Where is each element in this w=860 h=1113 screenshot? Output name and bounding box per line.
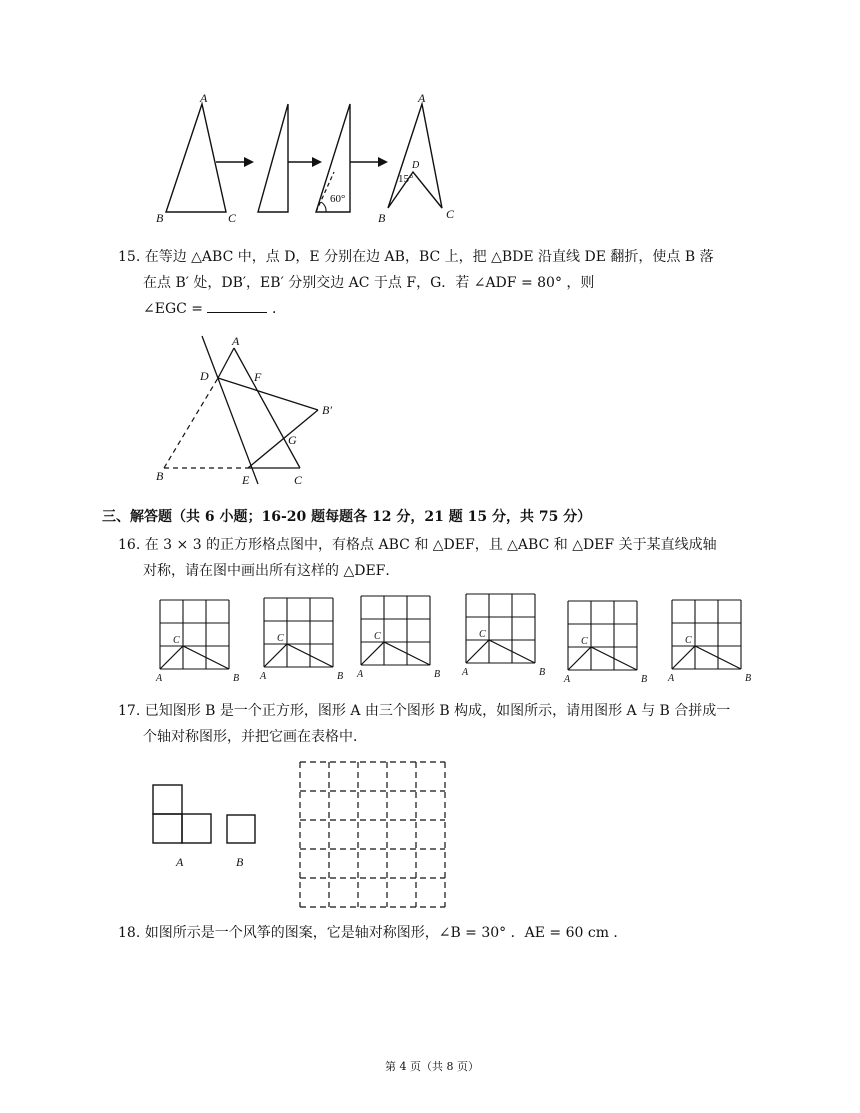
q16-line1: 16. 在 3 × 3 的正方形格点图中，有格点 ABC 和 △DEF，且 △ABC 和 △DEF 关于某直线成轴 — [118, 537, 717, 553]
q17-line1: 17. 已知图形 B 是一个正方形，图形 A 由三个图形 B 构成，如图所示，请用图形 A 与 B 合拼成一 — [118, 703, 731, 719]
grid-label-c: C — [173, 635, 180, 646]
q15-line3-suffix: ． — [271, 301, 286, 317]
fold-triangle-2 — [258, 104, 288, 212]
shape-a — [153, 785, 211, 843]
q16-grid-4[interactable] — [464, 592, 550, 678]
section-3-title: 三、解答题（共 6 小题；16-20 题每题各 12 分，21 题 15 分，共 75 分） — [102, 509, 592, 525]
label-c1: C — [228, 211, 237, 225]
grid-label-b: B — [337, 671, 344, 682]
q17-dashed-table[interactable] — [298, 760, 448, 910]
label-b1: B — [156, 211, 164, 225]
grid-label-b: B — [434, 669, 441, 680]
label-shape-b: B — [236, 855, 244, 869]
label-15-g: G — [288, 433, 297, 447]
q17-line2: 个轴对称图形，并把它画在表格中． — [143, 729, 367, 745]
q16-line2: 对称，请在图中画出所有这样的 △DEF． — [143, 563, 400, 579]
grid-label-a: A — [357, 669, 364, 680]
fold-figure — [150, 90, 470, 230]
grid-label-c: C — [685, 635, 692, 646]
fold-triangle-1 — [166, 104, 226, 212]
grid-label-b: B — [233, 673, 240, 684]
q17-shapes — [150, 780, 270, 880]
q16-grid-1[interactable] — [158, 598, 244, 684]
q18-line1: 18. 如图所示是一个风筝的图案，它是轴对称图形，∠B = 30° ．AE = 60 cm ． — [118, 925, 628, 941]
q15-line3-prefix: ∠EGC = — [143, 301, 208, 317]
grid-label-c: C — [581, 636, 588, 647]
q15-line2: 在点 B′ 处，DB′，EB′ 分别交边 AC 于点 F，G．若 ∠ADF = 80° ，则 — [143, 275, 595, 291]
q16-grid-6[interactable] — [670, 598, 756, 684]
label-b2: B — [378, 211, 386, 225]
grid-label-c: C — [374, 631, 381, 642]
q16-grid-3[interactable] — [359, 594, 445, 680]
answer-blank[interactable] — [207, 298, 267, 313]
label-15-c: C — [294, 473, 303, 487]
page-footer: 第 4 页（共 8 页） — [385, 1060, 479, 1073]
shape-b — [227, 815, 255, 843]
grid-label-a: A — [668, 673, 675, 684]
triangle-abc — [466, 640, 535, 663]
arrow-2 — [312, 157, 322, 167]
fold-dart — [388, 104, 442, 208]
triangle-abc — [264, 644, 333, 667]
label-d: D — [412, 160, 420, 171]
label-15-f: F — [254, 370, 262, 384]
label-15-b: B — [156, 469, 164, 483]
grid-label-a: A — [260, 671, 267, 682]
q15-line3 — [143, 296, 286, 322]
q15-figure — [150, 330, 350, 490]
arrow-1 — [244, 157, 254, 167]
label-shape-a: A — [176, 855, 184, 869]
grid-label-c: C — [277, 633, 284, 644]
angle-60: 60° — [330, 193, 346, 205]
grid-label-c: C — [479, 629, 486, 640]
q16-grid-5[interactable] — [566, 599, 652, 685]
grid-label-b: B — [539, 667, 546, 678]
angle-15: 15° — [398, 173, 414, 185]
triangle-abc — [568, 647, 637, 670]
triangle-abc — [672, 646, 741, 669]
label-c2: C — [446, 207, 455, 221]
grid-label-a: A — [564, 674, 571, 685]
label-15-d: D — [200, 369, 209, 383]
triangle-abc — [160, 646, 229, 669]
label-15-bp: B′ — [322, 403, 332, 417]
label-15-e: E — [242, 473, 250, 487]
label-a1: A — [200, 91, 208, 105]
label-15-a: A — [232, 334, 240, 348]
triangle-abc — [361, 642, 430, 665]
grid-label-b: B — [745, 673, 752, 684]
grid-label-a: A — [156, 673, 163, 684]
q16-grid-2[interactable] — [262, 596, 348, 682]
label-a2: A — [418, 91, 426, 105]
grid-label-b: B — [641, 674, 648, 685]
q15-line1: 15. 在等边 △ABC 中，点 D，E 分别在边 AB，BC 上，把 △BDE 沿直线 DE 翻折，使点 B 落 — [118, 249, 714, 265]
arrow-3 — [378, 157, 388, 167]
grid-label-a: A — [462, 667, 469, 678]
